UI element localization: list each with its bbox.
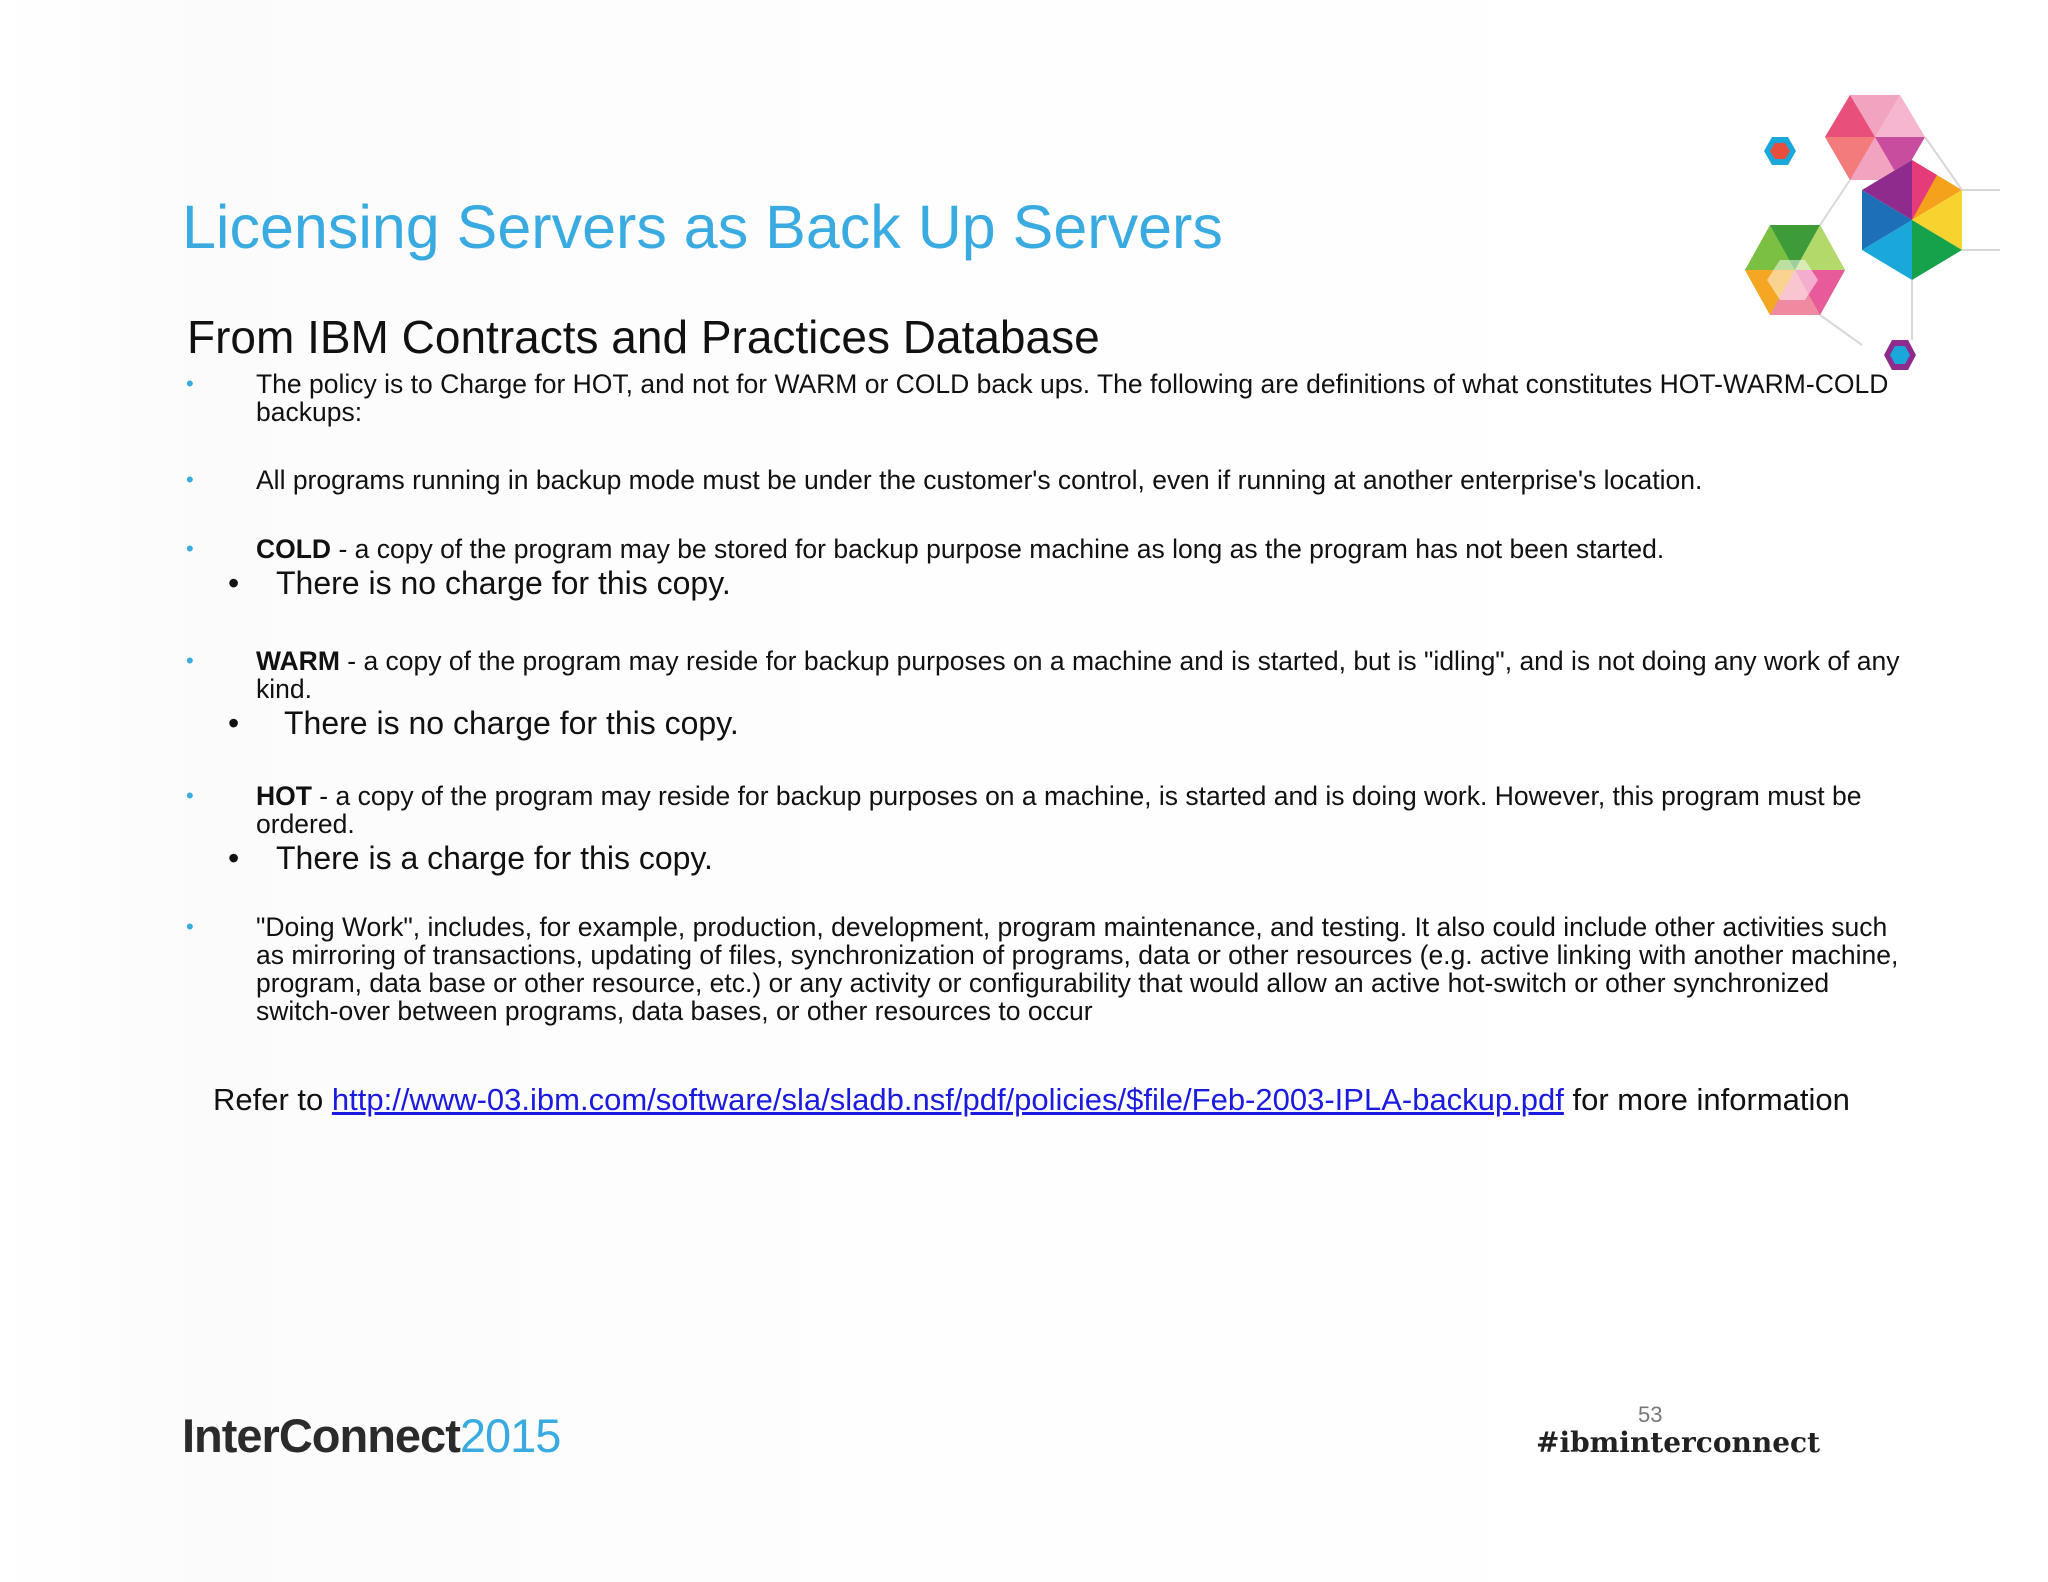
sub-bullet-warm	[228, 705, 739, 742]
sub-bullet-dot: •	[228, 705, 240, 741]
small-hex-red	[1764, 137, 1796, 165]
sub-bullet-cold	[228, 565, 731, 602]
bullet-dot: •	[186, 914, 194, 939]
sub-bullet-text: There is a charge for this copy.	[276, 840, 713, 876]
decorative-hexagon-graphic	[1700, 85, 2000, 385]
refer-prefix: Refer to	[213, 1082, 332, 1117]
interconnect-logo	[182, 1408, 560, 1463]
small-hex-purple	[1884, 340, 1916, 370]
bullet-dot: •	[186, 467, 194, 492]
bullet-text: HOT - a copy of the program may reside for backup purposes on a machine, is started and is doing work. However, this program must be ordered.	[256, 781, 1862, 839]
bullet-text: All programs running in backup mode must be under the customer's control, even if running at another enterprise's location.	[256, 465, 1703, 495]
logo-text-interconnect: InterConnect	[182, 1409, 460, 1462]
logo-text-year: 2015	[459, 1409, 561, 1462]
hashtag: #ibminterconnect	[1536, 1426, 1821, 1459]
sub-bullet-text: There is no charge for this copy.	[284, 705, 739, 741]
bullet-text: "Doing Work", includes, for example, production, development, program maintenance, and testing. It also could include other activities such as mirroring of transactions, updating of files, synchronization of programs, data or other resources (e.g. active linking with another machine, program, data base or other resource, etc.) or any activity or configurability that would allow an active hot-switch or other synchronized switch-over between programs, data bases, or other resources to occur	[256, 912, 1899, 1026]
bullet-dot: •	[186, 648, 194, 673]
page-number: 53	[1638, 1402, 1663, 1427]
bullet-text: COLD - a copy of the program may be stored for backup purpose machine as long as the program has not been started.	[256, 534, 1665, 564]
bullet-dot: •	[186, 536, 194, 561]
sub-bullet-hot	[228, 840, 713, 877]
sub-bullet-dot: •	[228, 840, 240, 876]
backup-policy-link[interactable]: http://www-03.ibm.com/software/sla/sladb.nsf/pdf/policies/$file/Feb-2003-IPLA-backup.pdf	[331, 1082, 1564, 1117]
slide-subtitle: From IBM Contracts and Practices Database	[187, 311, 1100, 363]
sub-bullet-dot: •	[228, 565, 240, 601]
hexagon-left	[1745, 225, 1845, 315]
bullet-dot: •	[186, 371, 194, 396]
bullet-text: WARM - a copy of the program may reside for backup purposes on a machine and is started, but is "idling", and is not doing any work of any kind.	[256, 646, 1900, 704]
slide-title: Licensing Servers as Back Up Servers	[182, 193, 1223, 261]
refer-suffix: for more information	[1563, 1082, 1850, 1117]
refer-line	[213, 1082, 1850, 1118]
sub-bullet-text: There is no charge for this copy.	[276, 565, 731, 601]
bullet-text: The policy is to Charge for HOT, and not for WARM or COLD back ups. The following are definitions of what constitutes HOT-WARM-COLD backups:	[256, 369, 1889, 427]
bullet-dot: •	[186, 783, 194, 808]
